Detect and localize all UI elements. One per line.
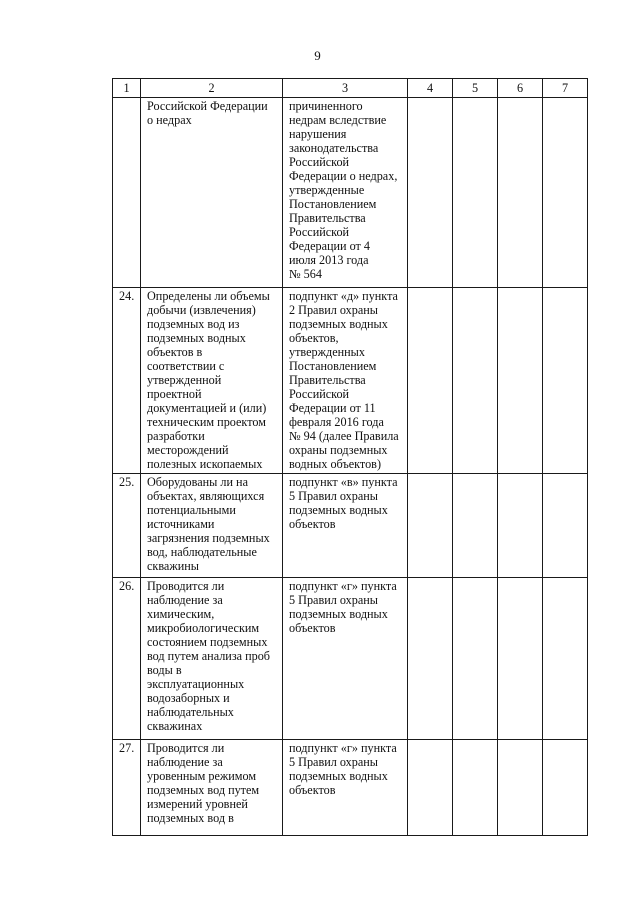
column-header: 4 xyxy=(408,79,453,98)
row-question: Российской Федерации о недрах xyxy=(141,98,283,288)
row-number xyxy=(113,98,141,288)
column-header: 3 xyxy=(283,79,408,98)
row-question: Проводится ли наблюдение за уровенным режимом подземных вод путем измерений уровней подземных вод в xyxy=(141,740,283,836)
row-reference: подпункт «г» пункта 5 Правил охраны подземных водных объектов xyxy=(283,578,408,740)
table-header-row xyxy=(113,79,588,98)
row-reference: подпункт «д» пункта 2 Правил охраны подземных водных объектов, утвержденных Постановлением Правительства Российской Федерации от 11 февраля 2016 года № 94 (далее Правила охраны подземных водных объектов) xyxy=(283,288,408,474)
row-question: Оборудованы ли на объектах, являющихся потенциальными источниками загрязнения подземных вод, наблюдательные скважины xyxy=(141,474,283,578)
column-header: 6 xyxy=(498,79,543,98)
answer-cell xyxy=(498,578,543,740)
table-row xyxy=(113,740,588,836)
row-reference: подпункт «г» пункта 5 Правил охраны подземных водных объектов xyxy=(283,740,408,836)
table-row xyxy=(113,288,588,474)
answer-cell xyxy=(453,578,498,740)
answer-cell xyxy=(408,578,453,740)
answer-cell xyxy=(498,98,543,288)
row-number: 26. xyxy=(113,578,141,740)
checklist-table xyxy=(112,78,588,836)
row-reference: причиненного недрам вследствие нарушения законодательства Российской Федерации о недрах, утвержденные Постановлением Правительства Российской Федерации от 4 июля 2013 года № 564 xyxy=(283,98,408,288)
answer-cell xyxy=(453,740,498,836)
answer-cell xyxy=(543,740,588,836)
answer-cell xyxy=(498,288,543,474)
row-reference: подпункт «в» пункта 5 Правил охраны подземных водных объектов xyxy=(283,474,408,578)
row-question: Определены ли объемы добычи (извлечения) подземных вод из подземных водных объектов в соответствии с утвержденной проектной документацией и (или) техническим проектом разработки месторождений полезных ископаемых xyxy=(141,288,283,474)
answer-cell xyxy=(408,288,453,474)
page-number: 9 xyxy=(314,48,321,63)
row-number: 25. xyxy=(113,474,141,578)
answer-cell xyxy=(543,474,588,578)
column-header: 2 xyxy=(141,79,283,98)
answer-cell xyxy=(498,740,543,836)
column-header: 5 xyxy=(453,79,498,98)
column-header: 7 xyxy=(543,79,588,98)
answer-cell xyxy=(453,474,498,578)
row-number: 24. xyxy=(113,288,141,474)
answer-cell xyxy=(408,98,453,288)
row-question: Проводится ли наблюдение за химическим, микробиологическим состоянием подземных вод путем анализа проб воды в эксплуатационных водозаборных и наблюдательных скважинах xyxy=(141,578,283,740)
answer-cell xyxy=(543,288,588,474)
table-row xyxy=(113,98,588,288)
answer-cell xyxy=(453,98,498,288)
answer-cell xyxy=(543,578,588,740)
answer-cell xyxy=(498,474,543,578)
answer-cell xyxy=(453,288,498,474)
table-row xyxy=(113,578,588,740)
column-header: 1 xyxy=(113,79,141,98)
answer-cell xyxy=(408,740,453,836)
row-number: 27. xyxy=(113,740,141,836)
answer-cell xyxy=(543,98,588,288)
table-row xyxy=(113,474,588,578)
answer-cell xyxy=(408,474,453,578)
